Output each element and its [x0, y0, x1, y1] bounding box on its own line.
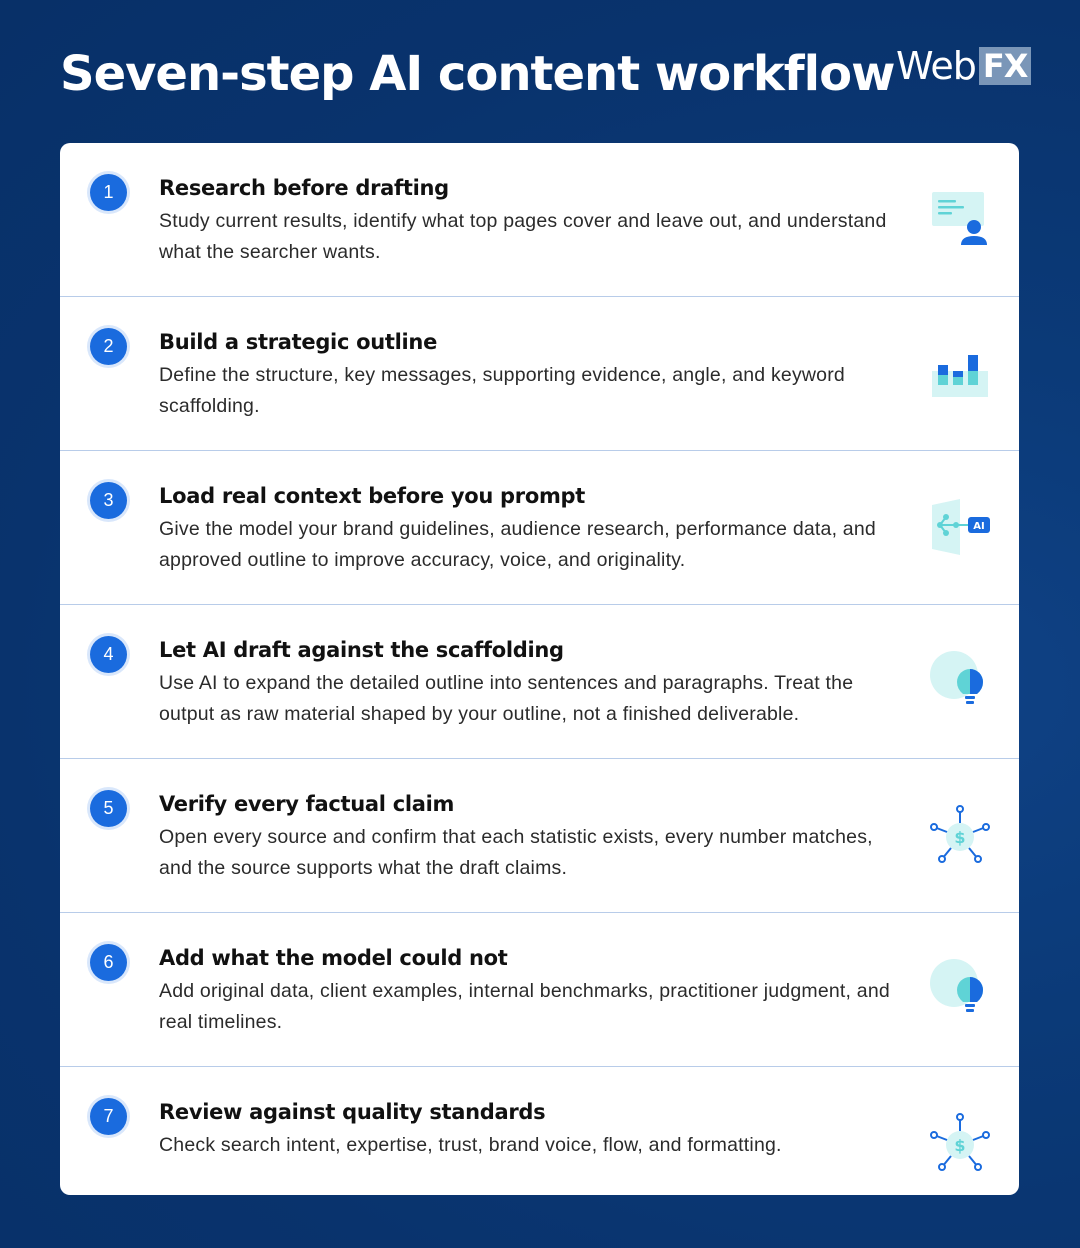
step-number-badge: 5 — [90, 790, 127, 827]
step-title: Add what the model could not — [159, 946, 508, 970]
step-title: Load real context before you prompt — [159, 484, 585, 508]
page-title: Seven-step AI content workflow — [60, 46, 895, 102]
logo-fx-badge: FX — [979, 47, 1032, 85]
step-description: Add original data, client examples, internal benchmarks, practitioner judgment, and real timelines. — [159, 980, 890, 1033]
step-description: Give the model your brand guidelines, audience research, performance data, and approved outline to improve accuracy, voice, and originality. — [159, 518, 876, 571]
step-title: Let AI draft against the scaffolding — [159, 638, 564, 662]
step-number-badge: 1 — [90, 174, 127, 211]
workflow-step — [60, 1067, 1019, 1195]
workflow-step — [60, 913, 1019, 1067]
step-description: Open every source and confirm that each statistic exists, every number matches, and the source supports what the draft claims. — [159, 826, 873, 879]
workflow-step — [60, 451, 1019, 605]
ai-network-icon — [928, 495, 992, 559]
bar-chart-icon — [928, 341, 992, 405]
logo-web-text: Web — [896, 44, 976, 88]
presentation-person-icon — [928, 187, 992, 251]
step-number-badge: 2 — [90, 328, 127, 365]
step-title: Verify every factual claim — [159, 792, 455, 816]
step-description: Check search intent, expertise, trust, brand voice, flow, and formatting. — [159, 1134, 782, 1156]
workflow-step — [60, 297, 1019, 451]
workflow-card — [60, 143, 1019, 1195]
step-description: Study current results, identify what top pages cover and leave out, and understand what the searcher wants. — [159, 210, 887, 263]
step-number-badge: 4 — [90, 636, 127, 673]
dollar-network-icon — [928, 803, 992, 867]
webfx-logo — [896, 46, 1031, 86]
svg-text:$: $ — [954, 1136, 966, 1155]
workflow-step — [60, 143, 1019, 297]
svg-text:$: $ — [954, 828, 966, 847]
lightbulb-icon — [928, 957, 992, 1021]
step-number-badge: 6 — [90, 944, 127, 981]
step-number-badge: 3 — [90, 482, 127, 519]
dollar-network-icon — [928, 1111, 992, 1175]
step-number-badge: 7 — [90, 1098, 127, 1135]
lightbulb-icon — [928, 649, 992, 713]
svg-text:AI: AI — [973, 521, 985, 532]
step-description: Use AI to expand the detailed outline into sentences and paragraphs. Treat the output as raw material shaped by your outline, not a finished deliverable. — [159, 672, 854, 725]
step-title: Research before drafting — [159, 176, 449, 200]
workflow-step — [60, 605, 1019, 759]
step-description: Define the structure, key messages, supporting evidence, angle, and keyword scaffolding. — [159, 364, 845, 417]
workflow-step — [60, 759, 1019, 913]
step-title: Review against quality standards — [159, 1100, 546, 1124]
step-title: Build a strategic outline — [159, 330, 438, 354]
